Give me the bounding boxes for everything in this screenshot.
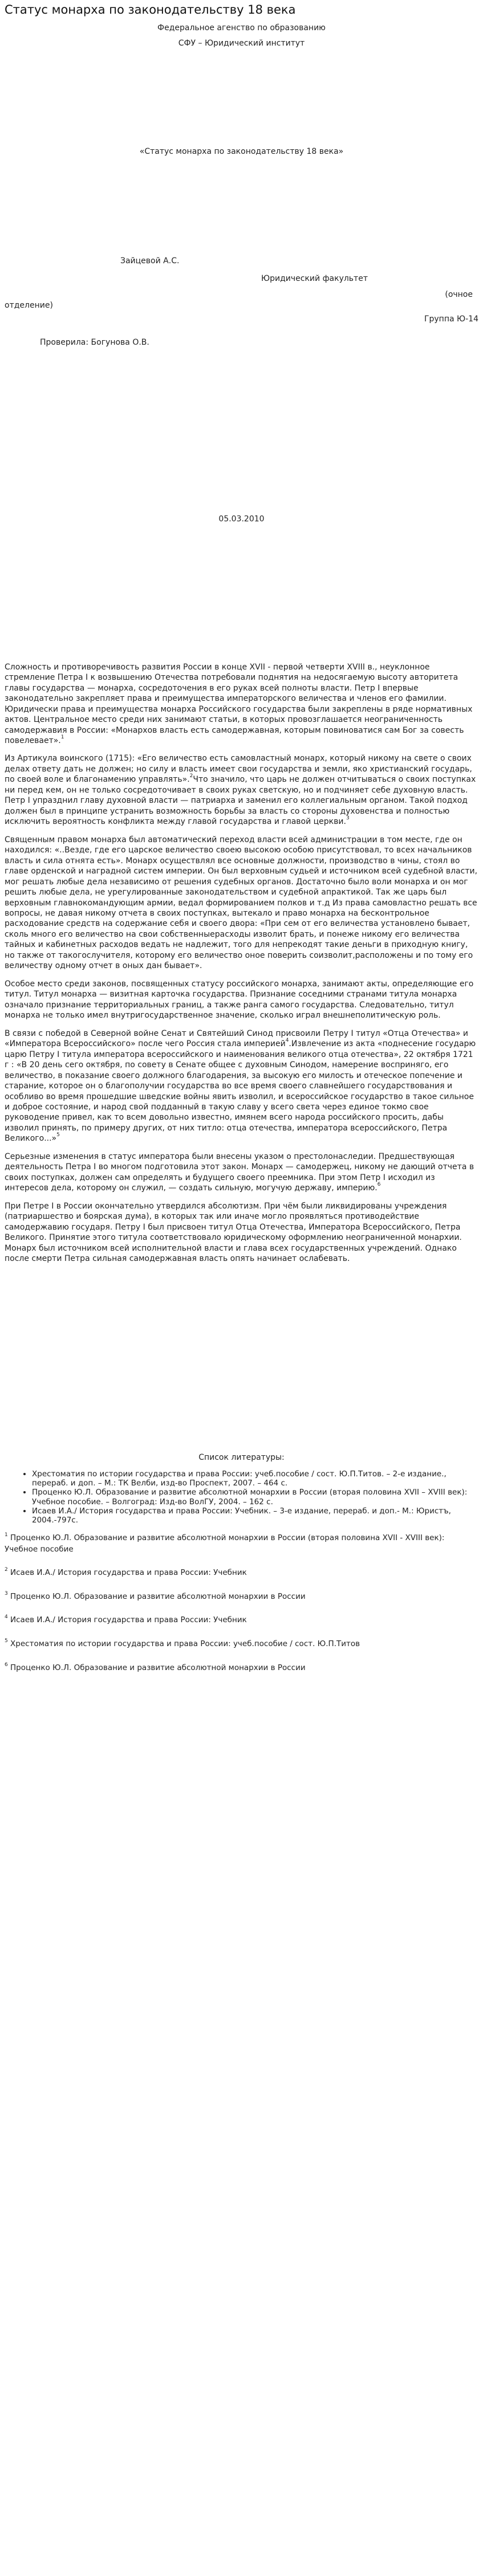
paragraph [5,662,478,746]
reference-item: • Исаев И.А./ История государства и права России: Учебник. – 3-е издание, перераб. и доп.- М.: Юристъ, 2004.-797с. [32,1507,478,1525]
group-label: Группа Ю-14 [424,315,478,324]
footnote-ref[interactable]: 4 [285,1038,289,1044]
paragraph-text: В связи с победой в Северной войне Сенат и Святейший Синод присвоили Петру I титул «Отца Отечества» и «Императора Всероссийского» после чего Россия стала империей [5,1028,468,1049]
faculty-name: Юридический факультет [261,273,368,283]
footnotes-section [5,1533,478,1673]
paragraph-text: Сложность и противоречивость развития России в конце XVII - первой четверти XVIII в., неуклонное стремление Петра I к возвышению Отечества потребовали поднятия на недосягаемую высоту авторитета главы государства — монарха, сосредоточения в его руках всей полноты власти. Петр I впервые законодательно закрепляет права и преимущества императорского величества и членов его фамилии. Юридически права и преимущества монарха Российского государства были закреплены в ряде нормативных актов. Центральное место среди них занимают статьи, в которых провозглашается неограниченность самодержавия в России: «Монархов власть есть самодержавная, которым повиноватися сам Бог за совесть повелевает». [5,662,473,745]
paragraph-text: Из Артикула воинского (1715): «Его величество есть самовластный монарх, который никому на свете о своих делах ответу дать не должен; но силу и власть имеет свои государства и земли, яко христианский государь, по своей воле и благонамению управлять». [5,754,472,785]
footnote-number: 1 [5,1532,8,1538]
references-title: Список литературы: [198,1452,285,1462]
paragraph: Священным правом монарха был автоматический переход власти всей администрации в том месте, где он находился: «..Везде, где его царское величество своею высокою особою присутствовал, то всех начальников власть и сила отнята есть». Монарх осуществлял все основные должности, производство в чины, стоял во главе орденской и наградной систем империи. Он был верховным судьей и источником всей судебной власти, мог решать любые дела независимо от решения судебных органов. Достаточно было воли монарха и он мог решить любые дела, не урегулированные законодательством и судебной апрактикой. Так же царь был верховным главнокомандующим армии, ведал формированием полков и т.д Из права самовластно решать все вопросы, не давая никому отчета в своих поступках, вытекало и право монарха на бесконтрольное расходование средств на содержание себя и своего двора: «При сем от его величества установлено бывает, сколь много его величество на свои собственныерасходы изволит брать, и понеже никому его величества тайных и кабинетных расходов ведать не надлежит, того для непрекодят такие деньги в приходную книгу, но также от такогослучителя, которому его величество оное поверить соизволит,расположены и по тому его величеству одному отчет в оных дан бывает». [5,835,478,971]
footnote-number: 5 [5,1638,8,1644]
footnote-ref[interactable]: 1 [60,734,64,740]
footnote-ref[interactable]: 2 [189,773,193,779]
reference-item: • Хрестоматия по истории государства и права России: учеб.пособие / сост. Ю.П.Титов. – 2-е издание., перераб. и доп. – М.: ТК Велби, изд-во Проспект, 2007. – 464 с. [32,1469,478,1488]
footnote-number: 3 [5,1590,8,1597]
references-list [5,1469,478,1525]
study-form [5,289,478,311]
checked-by: Проверила: Богунова О.В. [40,337,149,347]
footnote-ref[interactable]: 5 [56,1132,60,1138]
footnote-text: Проценко Ю.Л. Образование и развитие абсолютной монархии в России [10,1591,306,1601]
title-page [5,23,478,525]
footnote-number: 4 [5,1614,8,1620]
essay-body [5,662,478,1264]
document-date: 05.03.2010 [218,515,265,524]
paragraph [5,753,478,827]
page-title: Статус монарха по законодательству 18 века [5,3,296,17]
paragraph-text: Что значило, что царь не должен отчитываться о своих поступках ни перед кем, он не только сосредоточивает в своих руках светскую, но и подчиняет себе духовную власть. Петр I упразднил главу духовной власти — патриарха и заменил его коллегиальным органом. Такой подход должен был в принципе устранить возможность борьбы за власть со стороны духовенства и полностью исключить вероятность конфликта между главой государства и главой церкви. [5,775,476,827]
footnote-text: Проценко Ю.Л. Образование и развитие абсолютной монархии в России [10,1663,306,1672]
paragraph-text: Серьезные изменения в статус императора были внесены указом о престолонаследии. Предшествующая деятельность Петра I во многом подготовила этот закон. Монарх — самодержец, никому не дающий отчета в своих поступках, должен сам определять и будущего своего преемника. При этом Петр I исходил из интересов дела, которому он служил, — создать сильную, могучую державу, империю. [5,1152,474,1193]
agency-name: Федеральное агенство по образованию [157,23,326,32]
paragraph-text: .Извлечение из акта «поднесение государю царю Петру I титула императора всероссийского и наименования великого отца отечества», 22 октября 1721 г : «В 20 день сего октября, по совету в Сенате общее с духовным Синодом, намерение восприняго, его величество, в показание своего должного благодарения, за высокую его милость и отеческое попечение и старание, которое он о благополучии государства во все время своего славнейшего государствования и особливо во время прошедшие шведские войны явить изволил, и всероссийское государство в такое сильное и доброе состояние, и народ свой подданный в такую славу у всего света через единое токмо свое руководение привел, как то всем довольно известно, имянем всего народа российского просить, дабы изволил принять, по примеру других, от них титло: отца отечества, императора всероссийского, Петра Великого...» [5,1039,476,1144]
work-title: «Статус монарха по законодательству 18 века» [139,146,344,156]
paragraph [5,1152,478,1194]
footnote-ref[interactable]: 3 [346,815,350,822]
paragraph: Особое место среди законов, посвященных статусу российского монарха, занимают акты, определяющие его титул. Титул монарха — визитная карточка государства. Признание соседними странами титула монарха означало признание территориальных границ, а также ранга самого государства. Следовательно, титул монарха не только имел внутригосударственное значение, сколько играл внешнеполитическую роль. [5,979,474,1020]
footnote-ref[interactable]: 6 [377,1182,381,1188]
footnote-text: Хрестоматия по истории государства и права России: учеб.пособие / сост. Ю.П.Титов [10,1639,360,1648]
footnote [5,1567,478,1579]
references-section [5,1452,478,1525]
footnote-number: 2 [5,1567,8,1573]
paragraph [5,1028,478,1144]
institute-name: СФУ – Юридический институт [178,39,305,48]
reference-item: • Проценко Ю.Л. Образование и развитие абсолютной монархии в России (вторая половина XVII – XVIII век): Учебное пособие. – Волгоград: Изд-во ВолГУ, 2004. – 162 с. [32,1488,478,1506]
footnote [5,1615,478,1626]
footnote-text: Проценко Ю.Л. Образование и развитие абсолютной монархии в России (вторая половина XVII - XVIII век): Учебное пособие [5,1533,445,1554]
footnote [5,1663,478,1674]
footnote [5,1533,478,1555]
footnote-text: Исаев И.А./ История государства и права России: Учебник [10,1568,247,1578]
footnote-text: Исаев И.А./ История государства и права России: Учебник [10,1615,247,1625]
study-form-label: (очное [445,290,473,300]
footnote [5,1591,478,1603]
footnote [5,1639,478,1650]
author-name: Зайцевой А.С. [120,256,180,266]
footnote-number: 6 [5,1661,8,1668]
department-label: отделение) [5,300,53,310]
paragraph: При Петре I в России окончательно утвердился абсолютизм. При чём были ликвидированы учреждения (патриаршество и боярская дума), в которых так или иначе могло проявляться противодействие самодержавию государя. Петру I был присвоен титул Отца Отечества, Императора Всероссийского, Петра Великого. Принятие этого титула соответствовало юридическому оформлению неограниченной монархии. Монарх был источником всей исполнительной власти и глава всех государственных учреждений. Однако после смерти Петра сильная самодержавная власть опять начинает ослабевать. [5,1201,462,1264]
